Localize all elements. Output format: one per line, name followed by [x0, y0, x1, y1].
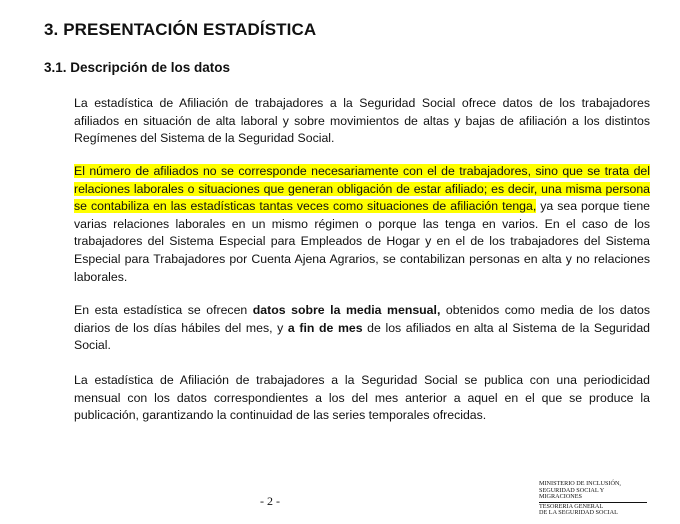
page-number: - 2 - — [260, 494, 280, 508]
paragraph-text: de los afiliados en alta al Sistema de la Seguridad Social. — [74, 320, 650, 353]
footer-line: MINISTERIO DE INCLUSIÓN, — [539, 480, 621, 487]
bold-text-media-mensual: datos sobre la media mensual, — [252, 303, 441, 317]
paragraph-text: ya sea porque tiene varias relaciones laborales en un mismo régimen o porque las tenga en varios. En el caso de los trabajadores del Sistema Especial para Empleados de Hogar y en el de los trabajadores del Sistema Especial para Trabajadores por Cuenta Ajena Agrarios, se contabilizan personas en alta y no relaciones laborales. — [74, 199, 651, 284]
footer-line: TESORERIA GENERAL — [539, 502, 604, 510]
footer-line: SEGURIDAD SOCIAL Y — [539, 486, 605, 494]
footer-line: DE LA SEGURIDAD SOCIAL — [539, 509, 618, 517]
paragraph-afiliados — [74, 163, 650, 286]
bold-text-fin-de-mes: a fin de mes — [287, 320, 363, 335]
subsection-title: 3.1. Descripción de los datos — [44, 60, 231, 75]
paragraph-text: En esta estadística se ofrecen — [74, 303, 253, 317]
paragraph-media-mensual — [74, 302, 650, 355]
highlighted-text: El número de afiliados no se corresponde necesariamente con el de trabajadores, sino que se trata del relaciones laborales o situaciones que generan obligación de estar afiliado; es decir, una misma persona se contabiliza en las estadísticas tantas veces como situaciones de afiliación tenga, — [74, 164, 650, 214]
footer-logo-text — [539, 481, 659, 517]
paragraph-periodicidad: La estadística de Afiliación de trabajadores a la Seguridad Social se publica con una periodicidad mensual con los datos correspondientes a los del mes anterior a aquel en el que se produce la publicación, garantizando la continuidad de las series temporales ofrecidas. — [74, 373, 650, 423]
footer-line: MIGRACIONES — [539, 493, 582, 501]
paragraph-description: La estadística de Afiliación de trabajadores a la Seguridad Social ofrece datos de los trabajadores afiliados en situación de alta laboral y sobre movimientos de altas y bajas de afiliación a los distintos Regímenes del Sistema de la Seguridad Social. — [74, 96, 650, 146]
section-title: 3. PRESENTACIÓN ESTADÍSTICA — [44, 20, 317, 39]
paragraph-text: obtenidos como media de los datos diarios de los días hábiles del mes, y — [74, 303, 650, 335]
